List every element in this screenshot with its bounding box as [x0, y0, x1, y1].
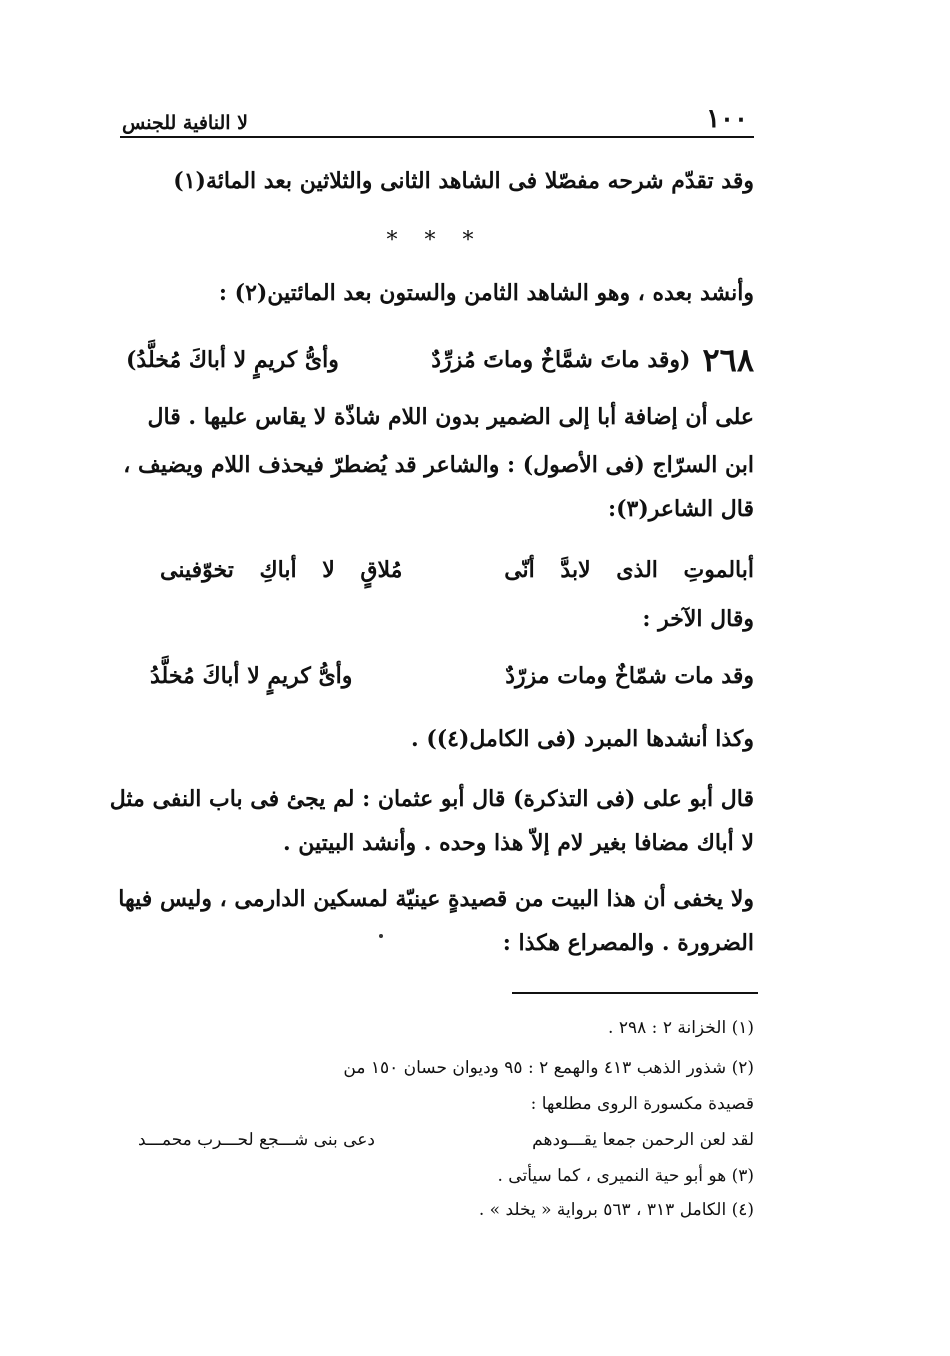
- page-number: ١٠٠: [706, 104, 748, 134]
- intro-line: وقد تقدّم شرحه مفصّلا فى الشاهد الثانى والثلاثين بعد المائة(١): [173, 168, 754, 194]
- verse-second-hemistich: مُلاقٍ لا أباكِ تخوّفينى: [160, 557, 403, 583]
- verse-first-hemistich: وقد مات شمّاخٌ ومات مزرّدٌ: [505, 663, 754, 689]
- footnote: (١) الخزانة ٢ : ٢٩٨ .: [608, 1018, 754, 1038]
- verse-intro-line: وأنشد بعده ، وهو الشاهد الثامن والستون بعد المائتين(٢) :: [218, 280, 754, 306]
- paragraph-line: لا أباك مضافا بغير لام إلاّ هذا وحده . وأنشد البيتين .: [282, 830, 754, 856]
- verse-first-hemistich: أبالموتِ الذى لابدَّ أنّى: [504, 557, 754, 583]
- running-title: لا النافية للجنس: [122, 112, 248, 134]
- verse-second-hemistich: وأىُّ كريمٍ لا أباكَ مُخلَّدُ): [126, 347, 339, 373]
- ink-speck: [379, 934, 383, 938]
- footnote: (٤) الكامل ٣١٣ ، ٥٦٣ برواية « يخلد » .: [478, 1200, 754, 1220]
- verse-first-hemistich: (وقد ماتَ شمَّاخٌ وماتَ مُزرِّدٌ: [431, 347, 691, 373]
- paragraph-line: قال أبو على (فى التذكرة) قال أبو عثمان : لم يجئ فى باب النفى مثل: [109, 786, 754, 812]
- paragraph-line: ولا يخفى أن هذا البيت من قصيدةٍ عينيّة لمسكين الدارمى ، وليس فيها: [118, 886, 754, 912]
- page-header: [122, 96, 754, 134]
- section-separator: * * *: [386, 228, 484, 253]
- quoted-verse: [150, 656, 754, 696]
- paragraph-line: وكذا أنشدها المبرد (فى الكامل(٤)) .: [411, 726, 754, 752]
- header-rule: [120, 136, 754, 138]
- paragraph-line: الضرورة . والمصراع هكذا :: [502, 930, 754, 956]
- footnote-rule: [512, 992, 758, 994]
- main-verse: [126, 340, 754, 380]
- verse-number: ٢٦٨: [702, 341, 754, 379]
- quoted-verse: [160, 550, 754, 590]
- paragraph-line: على أن إضافة أبا إلى الضمير بدون اللام شاذّة لا يقاس عليها . قال: [147, 404, 754, 430]
- footnote-verse: [138, 1130, 754, 1150]
- footnote: (٣) هو أبو حية النميرى ، كما سيأتى .: [497, 1166, 754, 1186]
- verse-second-hemistich: دعى بنى شـــجع لحـــرب محمـــد: [138, 1130, 375, 1150]
- verse-second-hemistich: وأىُّ كريمٍ لا أباكَ مُخلَّدُ: [150, 663, 353, 689]
- paragraph-line: وقال الآخر :: [642, 606, 754, 632]
- paragraph-line: ابن السرّاج (فى الأصول) : والشاعر قد يُضطرّ فيحذف اللام ويضيف ،: [123, 452, 754, 478]
- footnote: (٢) شذور الذهب ٤١٣ والهمع ٢ : ٩٥ وديوان حسان ١٥٠ من: [343, 1058, 754, 1078]
- verse-first-hemistich: لقد لعن الرحمن جمعا يقـــودهم: [532, 1130, 754, 1150]
- paragraph-line: قال الشاعر(٣):: [607, 496, 754, 522]
- footnote: قصيدة مكسورة الروى مطلعها :: [530, 1094, 754, 1114]
